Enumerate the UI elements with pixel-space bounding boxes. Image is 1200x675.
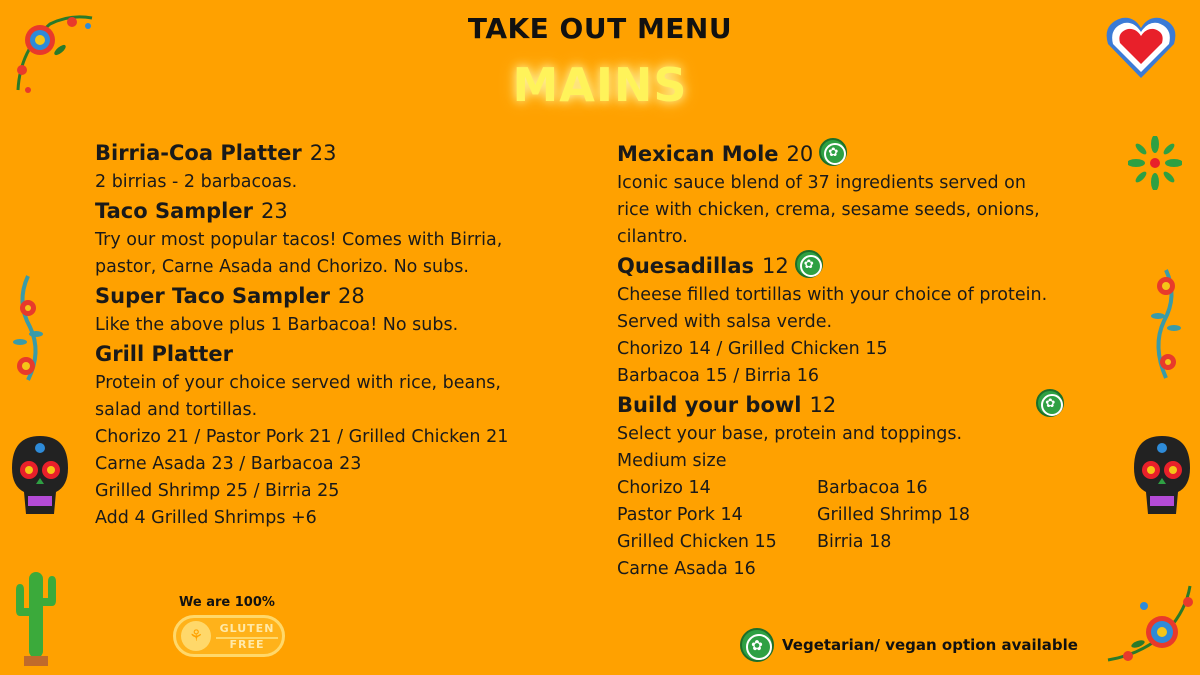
item-name: Build your bowl — [617, 393, 802, 417]
cactus-icon — [10, 566, 62, 668]
left-menu-column — [95, 138, 585, 532]
item-description: Like the above plus 1 Barbacoa! No subs. — [95, 315, 459, 335]
item-description: rice with chicken, crema, sesame seeds, onions, — [617, 200, 1040, 220]
menu-item-quesadillas — [617, 251, 1117, 390]
menu-title: TAKE OUT MENU — [467, 12, 733, 45]
item-description: cilantro. — [617, 227, 688, 247]
bowl-option: Chorizo 14 — [617, 478, 711, 498]
item-name: Mexican Mole — [617, 142, 779, 166]
section-title: MAINS — [512, 58, 688, 112]
item-price: 28 — [338, 284, 365, 308]
bowl-option: Birria 18 — [817, 532, 892, 552]
item-name: Quesadillas — [617, 254, 755, 278]
item-price-option: Barbacoa 15 / Birria 16 — [617, 366, 820, 386]
bowl-option-row — [617, 475, 1117, 502]
vegetarian-note — [740, 628, 1078, 662]
sunburst-flower-icon — [1128, 136, 1182, 190]
right-menu-column — [617, 139, 1117, 583]
vegetarian-leaf-icon — [795, 250, 823, 278]
vegetarian-leaf-icon — [740, 628, 774, 662]
menu-item-taco-sampler — [95, 196, 585, 281]
menu-item-mexican-mole — [617, 139, 1117, 251]
gluten-free-badge — [173, 615, 285, 657]
item-name: Grill Platter — [95, 342, 233, 366]
bowl-option-row — [617, 556, 1117, 583]
item-name: Taco Sampler — [95, 199, 253, 223]
menu-item-super-taco-sampler — [95, 281, 585, 339]
bowl-option: Pastor Pork 14 — [617, 505, 743, 525]
item-description: Iconic sauce blend of 37 ingredients served on — [617, 173, 1026, 193]
gluten-badge-text: FREE — [229, 638, 265, 651]
gluten-free-label: We are 100% — [179, 595, 275, 610]
item-description: Cheese filled tortillas with your choice of protein. — [617, 285, 1048, 305]
item-description: Select your base, protein and toppings. — [617, 424, 963, 444]
item-price-option: Grilled Shrimp 25 / Birria 25 — [95, 481, 340, 501]
item-price: 20 — [786, 142, 814, 166]
flower-corner-bottom-icon — [1104, 580, 1196, 668]
item-price: 23 — [309, 141, 337, 165]
item-description: Try our most popular tacos! Comes with Birria, — [95, 230, 503, 250]
item-price: 23 — [260, 199, 288, 223]
item-description: salad and tortillas. — [95, 400, 258, 420]
item-price-option: Chorizo 21 / Pastor Pork 21 / Grilled Chicken 21 — [95, 427, 509, 447]
menu-item-build-your-bowl — [617, 390, 1117, 583]
menu-item-grill-platter — [95, 339, 585, 532]
item-price-option: Carne Asada 23 / Barbacoa 23 — [95, 454, 362, 474]
vegetarian-note-text: Vegetarian/ vegan option available — [782, 636, 1078, 654]
sugar-skull-right-icon — [1132, 434, 1192, 518]
item-price-option: Chorizo 14 / Grilled Chicken 15 — [617, 339, 888, 359]
item-price-option: Add 4 Grilled Shrimps +6 — [95, 508, 317, 528]
item-description: 2 birrias - 2 barbacoas. — [95, 172, 298, 192]
item-description: pastor, Carne Asada and Chorizo. No subs. — [95, 257, 469, 277]
floral-vine-left-icon — [10, 272, 46, 384]
item-price: 12 — [762, 254, 789, 278]
item-description: Protein of your choice served with rice, beans, — [95, 373, 501, 393]
bowl-option: Grilled Chicken 15 — [617, 532, 777, 552]
gluten-badge-text: GLUTEN — [216, 622, 278, 639]
wheat-icon: ⚘ — [181, 621, 211, 651]
bowl-option: Barbacoa 16 — [817, 478, 928, 498]
vegetarian-leaf-icon — [819, 138, 847, 166]
item-name: Super Taco Sampler — [95, 284, 330, 308]
bowl-option: Carne Asada 16 — [617, 559, 756, 579]
vegetarian-leaf-icon — [1036, 389, 1064, 417]
bowl-option: Grilled Shrimp 18 — [817, 505, 971, 525]
item-name: Birria-Coa Platter — [95, 141, 302, 165]
item-description: Served with salsa verde. — [617, 312, 833, 332]
bowl-option-row — [617, 502, 1117, 529]
item-description: Medium size — [617, 451, 727, 471]
bowl-option-row — [617, 529, 1117, 556]
sugar-skull-left-icon — [10, 434, 70, 518]
floral-vine-right-icon — [1148, 266, 1184, 384]
item-price: 12 — [809, 393, 837, 417]
menu-item-birria-coa-platter — [95, 138, 585, 196]
